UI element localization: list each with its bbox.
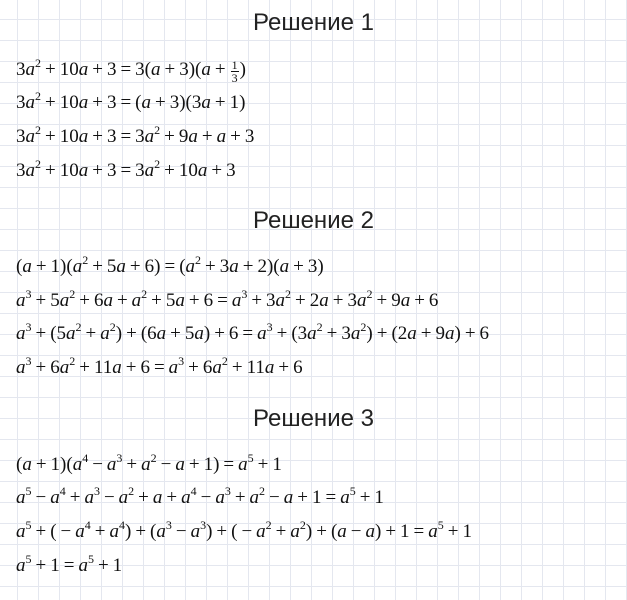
solution-1-line-4: $3a^2 + 10a + 3 = 3a^2 + 10a + 3$	[16, 157, 236, 181]
solution-1-heading: Решение 1	[253, 9, 374, 36]
solution-3-heading: Решение 3	[253, 405, 374, 432]
solution-2-line-1: $(a + 1)(a^2 + 5a + 6) = (a^2 + 3a + 2)(a + 3)$	[16, 253, 324, 277]
solution-3-line-1: $(a + 1)(a^4 - a^3 + a^2 - a + 1) = a^5 + 1$	[16, 451, 282, 475]
solution-3-line-2: $a^5 - a^4 + a^3 - a^2 + a + a^4 - a^3 + a^2 - a + 1 = a^5 + 1$	[16, 484, 384, 508]
solution-1-line-3: $3a^2 + 10a + 3 = 3a^2 + 9a + a + 3$	[16, 123, 255, 147]
solution-3-line-3: $a^5$ + ( − $a^4 + a^4) + (a^3 - a^3)$ + ( − $a^2 + a^2) + (a - a) + 1 = a^5 + 1$	[16, 518, 472, 542]
solution-2-line-2: $a^3 + 5a^2 + 6a + a^2 + 5a + 6 = a^3 + 3a^2 + 2a + 3a^2 + 9a + 6$	[16, 287, 439, 311]
solution-2-line-3: $a^3 + (5a^2 + a^2) + (6a + 5a) + 6 = a^3 + (3a^2 + 3a^2) + (2a + 9a) + 6$	[16, 320, 490, 344]
solution-2-heading: Решение 2	[253, 207, 374, 234]
solution-2-line-4: $a^3 + 6a^2 + 11a + 6 = a^3 + 6a^2 + 11a + 6$	[16, 354, 303, 378]
solution-1-line-1: $3a^2 + 10a + 3 = 3(a + 3)(a$ + $\frac{1}{3}$ )	[16, 56, 246, 85]
solution-3-line-4: $a^5 + 1 = a^5 + 1$	[16, 552, 123, 576]
solution-1-line-2: $3a^2 + 10a + 3 = (a + 3)(3a + 1)$	[16, 89, 246, 113]
